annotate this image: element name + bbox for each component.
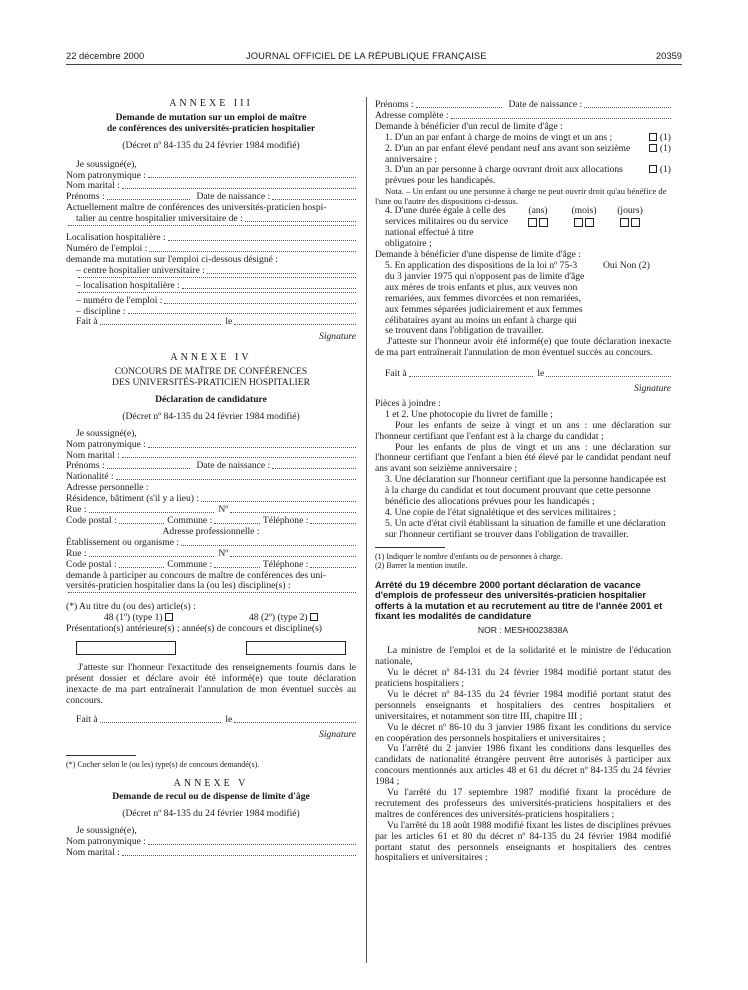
localisation-field[interactable]: Localisation hospitalière : <box>66 233 356 244</box>
soussigne-label: Je soussigné(e), <box>76 427 137 439</box>
issue-date: 22 décembre 2000 <box>66 50 145 61</box>
annexe5-title: Demande de recul ou de dispense de limite d'âge <box>112 791 310 803</box>
presentation-box-1[interactable] <box>76 641 176 655</box>
piece-3: 3. Une déclaration sur l'honneur certifiant que la personne handicapée est à la charge du candidat et tout document prouvant que cette personne bénéficie des allocations prévues pour les handicapés ; <box>385 474 667 508</box>
recul-item-1: 1. D'un an par enfant à charge de moins de vingt et un ans ; (1) <box>385 131 671 143</box>
oui-non-choice[interactable]: Oui Non (2) <box>603 259 650 271</box>
adresse-perso-label: Adresse personnelle : <box>66 482 149 494</box>
rue-field[interactable]: Rue : Nº <box>66 505 356 516</box>
visa-2: Vu le décret nº 84-135 du 24 février 1984 modifié portant statut des personnels enseignants et hospitaliers des centres hospitaliers et universitaires, et notamment son titre III, chapitre III ; <box>375 688 671 722</box>
ans-box[interactable] <box>528 218 537 227</box>
nom-marital-field[interactable]: Nom marital : <box>66 181 356 192</box>
piece-1-2: 1 et 2. Une photocopie du livret de famille ; <box>385 408 553 420</box>
footnote: (*) Cocher selon le (ou les) type(s) de concours demandé(s). <box>66 759 260 769</box>
soussigne-label: Je soussigné(e), <box>76 158 137 170</box>
nor-reference: NOR : MESH0023838A <box>477 625 569 636</box>
dispense-label: Demande à bénéficier d'une dispense de limite d'âge : <box>375 249 581 261</box>
adresse-field[interactable]: Adresse complète : <box>375 111 671 122</box>
journal-title: JOURNAL OFFICIEL DE LA RÉPUBLIQUE FRANÇAISE <box>246 50 487 61</box>
signature-label: Signature <box>319 331 356 343</box>
demande-concours: demande à participer au concours de maître de conférences des uni- <box>66 569 326 581</box>
annexe3-title-line2: de conférences des universités-praticien hospitalier <box>106 122 316 134</box>
demande-mutation: demande ma mutation sur l'emploi ci-dessous désigné : <box>66 253 278 265</box>
centre-actuel-field[interactable]: talier au centre hospitalier universitaire de : <box>66 214 356 225</box>
type1-label: 48 (1º) (type 1) <box>103 612 163 624</box>
annexe3-heading: ANNEXE III <box>169 98 253 109</box>
page-header <box>66 51 682 65</box>
code-postal-pro-field[interactable]: Code postal : Commune : Téléphone : <box>66 560 356 571</box>
fait-le-field[interactable]: Fait à le <box>66 317 356 328</box>
column-divider <box>366 97 367 963</box>
footnote-1: (1) Indiquer le nombre d'enfants ou de personnes à charge. <box>375 551 563 561</box>
pieces-label: Pièces à joindre : <box>375 397 441 409</box>
piece-1-2b: Pour les enfants de plus de vingt et un ans : une déclaration sur l'honneur certifiant que l'enfant a bien été élevé par le candidat pendant neuf ans avant son seizième anniversaire ; <box>375 441 671 475</box>
localisation2-field[interactable]: – localisation hospitalière : <box>66 281 356 292</box>
visa-4: Vu l'arrêté du 2 janvier 1986 fixant les conditions dans lesquelles des candidats de nationalité étrangère peuvent être autorisés à participer aux concours mentionnés aux articles 48 et 61 du décret nº 84-135 du 24 février 1984 ; <box>375 743 671 788</box>
recul-item-2: 2. D'un an par enfant élevé pendant neuf ans avant son seizième anniversaire ; (1) <box>385 142 671 165</box>
visa-1: Vu le décret nº 84-131 du 24 février 1984 modifié portant statut des praticiens hospitaliers ; <box>375 667 671 689</box>
dispense-item-5: 5. En application des dispositions de la loi nº 75-3 du 3 janvier 1975 qui n'opposent pas de limite d'âge aux mères de trois enfants et plus, aux veuves non remariées, aux femmes divorcées et non remariées, aux femmes séparées judiciairement et aux femmes célibataires ayant au moins un enfant à charge qui se trouvent dans l'obligation de travailler. Oui Non (2) <box>385 259 650 337</box>
ans-box[interactable] <box>539 218 548 227</box>
annexe4-title: CONCOURS DE MAÎTRE DE CONFÉRENCES <box>114 366 308 378</box>
jours-box[interactable] <box>620 218 629 227</box>
attestation-text: J'atteste sur l'honneur avoir été informé(e) que toute déclaration inexacte de ma part entraînerait l'annulation de mon éventuel succès au concours. <box>375 336 671 359</box>
nota-text: Nota. – Un enfant ou une personne à charge ne peut ouvrir droit qu'au bénéfice de l'une ou l'autre des dispositions ci-dessus. <box>375 186 667 206</box>
item3-checkbox[interactable] <box>649 165 657 173</box>
nationalite-field[interactable]: Nationalité : <box>66 472 356 483</box>
recul-label: Demande à bénéficier d'un recul de limite d'âge : <box>375 120 563 132</box>
recul-item-3: 3. D'un an par personne à charge ouvrant droit aux allocations prévues pour les handicapés. (1) <box>385 164 671 187</box>
code-postal-field[interactable]: Code postal : Commune : Téléphone : <box>66 516 356 527</box>
prenoms-date-field[interactable]: Prénoms : Date de naissance : <box>66 192 356 203</box>
signature-label: Signature <box>319 728 356 740</box>
presentation-label: Présentation(s) antérieure(s) ; année(s) de concours et discipline(s) <box>66 623 323 635</box>
visa-3: Vu le décret nº 86-10 du 3 janvier 1986 fixant les conditions du service en coopération des personnels hospitaliers et universitaires ; <box>375 721 671 744</box>
annexe4-decree: (Décret nº 84-135 du 24 février 1984 modifié) <box>122 410 300 422</box>
annexe4-subtitle: Déclaration de candidature <box>155 393 267 405</box>
piece-5: 5. Un acte d'état civil établissant la situation de famille et une déclaration sur l'honneur certifiant se trouver dans l'obligation de travailler. <box>385 517 666 540</box>
actuellement-text: Actuellement maître de conférences des universités-praticien hospi- <box>66 202 327 214</box>
type2-label: 48 (2º) (type 2) <box>248 612 308 624</box>
presentation-boxes <box>66 641 356 655</box>
jours-box[interactable] <box>631 218 640 227</box>
prenoms-date-field[interactable]: Prénoms : Date de naissance : <box>375 100 671 111</box>
visa-5: Vu l'arrêté du 17 septembre 1987 modifié fixant la procédure de recrutement des professeurs des universités-praticiens hospitaliers et des maîtres de conférences des universités-praticiens hospitaliers ; <box>375 787 671 820</box>
annexe5-decree: (Décret nº 84-135 du 24 février 1984 modifié) <box>122 808 300 820</box>
residence-field[interactable]: Résidence, bâtiment (s'il y a lieu) : <box>66 494 356 505</box>
signature-label: Signature <box>634 383 671 395</box>
page-number: 20359 <box>655 50 682 61</box>
footnote-rule <box>375 547 445 548</box>
mois-box[interactable] <box>585 218 594 227</box>
au-titre-label: (*) Au titre du (ou des) article(s) : <box>66 601 196 613</box>
recul-item-4: 4. D'une durée égale à celle des services militaires ou du service national effectué à titre obligatoire ; (ans) (mois) (jours) <box>385 205 643 250</box>
prenoms-date-field[interactable]: Prénoms : Date de naissance : <box>66 461 356 472</box>
nom-marital-field[interactable]: Nom marital : <box>66 451 356 462</box>
nom-marital-field[interactable]: Nom marital : <box>66 848 356 859</box>
mois-box[interactable] <box>574 218 583 227</box>
annexe4-title-line2: DES UNIVERSITÉS-PRATICIEN HOSPITALIER <box>111 377 311 389</box>
left-column <box>66 99 356 859</box>
right-column <box>375 100 671 864</box>
annexe3-title: Demande de mutation sur un emploi de maître <box>115 111 307 123</box>
annexe5-heading: ANNEXE V <box>173 777 249 789</box>
type2-checkbox[interactable] <box>310 613 318 621</box>
visa-0: La ministre de l'emploi et de la solidarité et le ministre de l'éducation nationale, <box>375 645 671 668</box>
numero-emploi-field[interactable]: Numéro de l'emploi : <box>66 244 356 255</box>
piece-1-2a: Pour les enfants de seize à vingt et un ans : une déclaration sur l'honneur certifiant que l'enfant est à la charge du candidat ; <box>375 419 671 442</box>
nom-patronymique-field[interactable]: Nom patronymique : <box>66 440 356 451</box>
attestation-text: J'atteste sur l'honneur l'exactitude des renseignements fournis dans le présent dossier et déclare avoir été informé(e) que toute déclaration inexacte de ma part entraînerait l'annulation de mon éventuel succès au concours. <box>66 662 356 706</box>
rue-pro-field[interactable]: Rue : Nº <box>66 549 356 560</box>
centre-field[interactable]: – centre hospitalier universitaire : <box>66 266 356 277</box>
item1-checkbox[interactable] <box>649 133 657 141</box>
item2-checkbox[interactable] <box>649 144 657 152</box>
adresse-pro-label: Adresse professionnelle : <box>162 525 260 537</box>
nom-patronymique-field[interactable]: Nom patronymique : <box>66 837 356 848</box>
type1-checkbox[interactable] <box>165 613 173 621</box>
demande-concours-line2: versités-praticien hospitalier dans la (ou les) discipline(s) : <box>66 580 291 592</box>
visa-6: Vu l'arrêté du 18 août 1988 modifié fixant les listes de disciplines prévues par les articles 61 et 80 du décret nº 84-135 du 24 février 1984 modifié portant statut des personnels enseignants et hospitaliers des centres hospitaliers et universitaires ; <box>375 819 671 864</box>
arrete-title: Arrêté du 19 décembre 2000 portant déclaration de vacance d'emplois de professeur des universités-praticien hospitalier offerts à la mutation et au recrutement au titre de l'année 2001 et fixant les modalités de candidature <box>375 578 663 621</box>
annexe4-heading: ANNEXE IV <box>170 352 252 364</box>
presentation-box-2[interactable] <box>246 641 346 655</box>
etablissement-field[interactable]: Établissement ou organisme : <box>66 538 356 549</box>
footnote-rule <box>66 755 136 756</box>
fait-le-field[interactable]: Fait à le <box>66 715 356 726</box>
fait-le-field[interactable]: Fait à le <box>375 369 671 380</box>
discipline-field[interactable]: – discipline : <box>66 307 356 318</box>
annexe3-decree: (Décret nº 84-135 du 24 février 1984 modifié) <box>122 139 300 151</box>
nom-patronymique-field[interactable]: Nom patronymique : <box>66 171 356 182</box>
piece-4: 4. Une copie de l'état signalétique et des services militaires ; <box>385 507 617 518</box>
numero2-field[interactable]: – numéro de l'emploi : <box>66 296 356 307</box>
footnote-2: (2) Barrer la mention inutile. <box>375 560 468 570</box>
soussigne-label: Je soussigné(e), <box>76 825 137 837</box>
